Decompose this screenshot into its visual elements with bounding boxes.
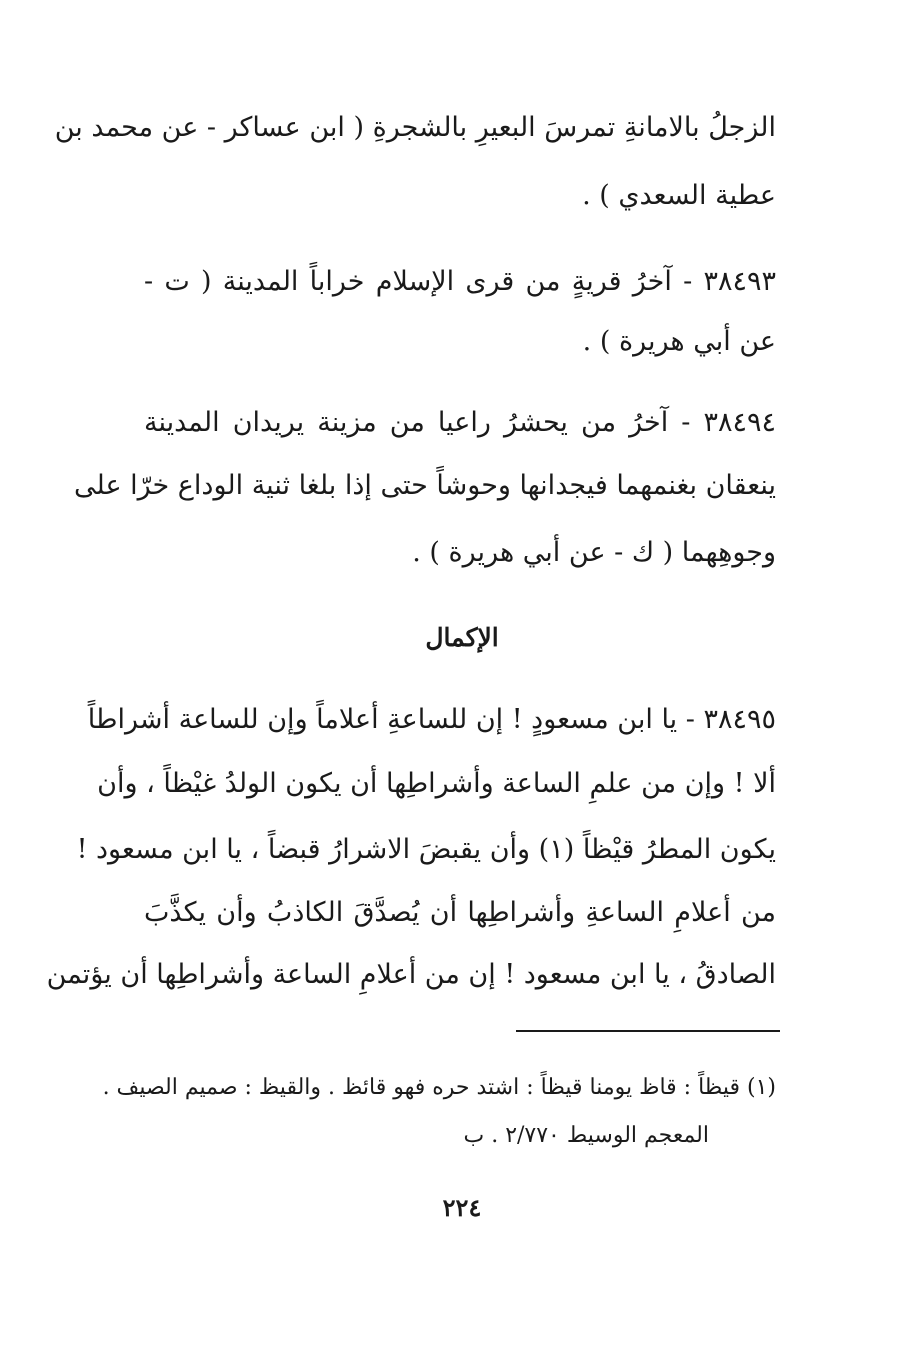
section-heading: الإكمال (425, 623, 499, 652)
body-line-9: ألا ! وإن من علمِ الساعة وأشراطِها أن يكون الولدُ غيْظاً ، وأن (97, 768, 776, 799)
body-line-11: من أعلامِ الساعةِ وأشراطِها أن يُصدَّقَ الكاذبُ وأن يكذَّبَ (144, 897, 776, 928)
body-line-7: وجوهِهما ( ك - عن أبي هريرة ) . (412, 537, 776, 568)
footnote-line-2: المعجم الوسيط ٢/٧٧٠ . ب (463, 1123, 709, 1148)
page-number: ٢٢٤ (442, 1193, 482, 1222)
body-line-10: يكون المطرُ قيْظاً (١) وأن يقبضَ الاشرارُ قبضاً ، يا ابن مسعود ! (76, 834, 776, 865)
footnote-line-1: (١) قيظاً : قاظ يومنا قيظاً : اشتد حره فهو قائظ . والقيظ : صميم الصيف . (102, 1075, 776, 1100)
footnote-divider (516, 1030, 780, 1032)
body-line-5: ٣٨٤٩٤ - آخرُ من يحشرُ راعيا من مزينة يريدان المدينة (144, 407, 776, 438)
body-line-6: ينعقان بغنمهما فيجدانها وحوشاً حتى إذا بلغا ثنية الوداع خرّا على (74, 470, 776, 501)
body-line-3: ٣٨٤٩٣ - آخرُ قريةٍ من قرى الإسلام خراباً المدينة ( ت - (144, 266, 776, 297)
body-line-1: الزجلُ بالامانةِ تمرسَ البعيرِ بالشجرةِ ( ابن عساكر - عن محمد بن (54, 112, 776, 143)
body-line-4: عن أبي هريرة ) . (582, 326, 776, 357)
body-line-2: عطية السعدي ) . (582, 180, 776, 211)
body-line-12: الصادقُ ، يا ابن مسعود ! إن من أعلامِ الساعة وأشراطِها أن يؤتمن (46, 959, 776, 990)
body-line-8: ٣٨٤٩٥ - يا ابن مسعودٍ ! إن للساعةِ أعلاماً وإن للساعة أشراطاً (87, 704, 776, 735)
